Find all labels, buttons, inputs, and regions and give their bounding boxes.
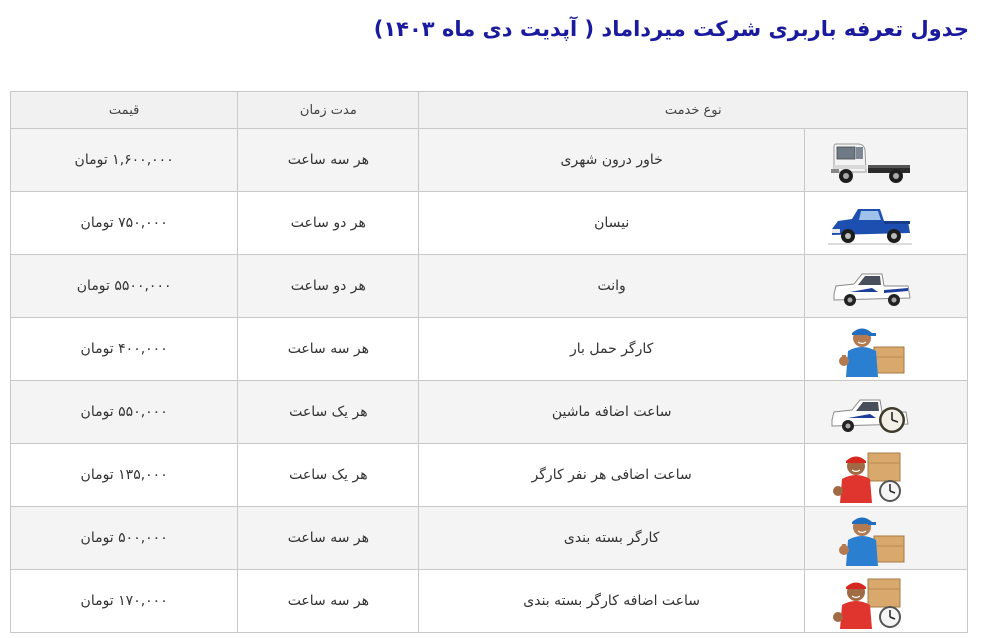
service-cell [419,507,804,570]
page-title: جدول تعرفه باربری شرکت میرداماد ( آپدیت دی ماه ۱۴۰۳) [373,17,969,41]
service-cell [419,318,804,381]
table-header-row [11,92,968,129]
service-cell [419,381,804,444]
table-row [11,381,968,444]
pickup-truck-icon [828,195,912,251]
table-row [11,570,968,633]
duration-cell [238,318,419,381]
row-image-cell [804,318,967,381]
duration-value: هر سه ساعت [287,593,370,609]
price-cell [11,444,238,507]
price-cell [11,570,238,633]
row-image-cell [804,507,967,570]
service-cell [419,570,804,633]
service-cell [419,129,804,192]
truck-icon [828,132,912,188]
worker-icon [828,510,912,566]
price-cell [11,129,238,192]
service-name: ساعت اضافه ماشین [551,404,672,420]
header-duration: مدت زمان [238,92,419,129]
price-cell [11,255,238,318]
duration-value: هر سه ساعت [287,341,370,357]
table-row [11,507,968,570]
row-image-cell [804,192,967,255]
duration-value: هر دو ساعت [290,278,366,294]
service-name: ساعت اضافی هر نفر کارگر [531,467,692,483]
duration-cell [238,507,419,570]
service-name: کارگر حمل بار [570,341,654,357]
table-row [11,129,968,192]
price-value: ۵۰۰,۰۰۰ تومان [80,530,168,546]
price-value: ۱۷۰,۰۰۰ تومان [80,593,168,609]
table-row [11,318,968,381]
price-value: ۱۳۵,۰۰۰ تومان [80,467,168,483]
price-cell [11,381,238,444]
duration-value: هر یک ساعت [289,404,368,420]
service-cell [419,192,804,255]
price-cell [11,507,238,570]
duration-value: هر سه ساعت [287,530,370,546]
row-image-cell [804,129,967,192]
row-image-cell [804,570,967,633]
duration-cell [238,192,419,255]
duration-cell [238,444,419,507]
header-service: نوع خدمت [419,92,968,129]
service-name: وانت [597,278,626,294]
header-price: قیمت [11,92,238,129]
table-row [11,192,968,255]
row-image-cell [804,381,967,444]
price-cell [11,192,238,255]
price-cell [11,318,238,381]
service-cell [419,444,804,507]
service-cell [419,255,804,318]
service-name: نیسان [594,215,630,231]
duration-value: هر یک ساعت [289,467,368,483]
duration-cell [238,129,419,192]
row-image-cell [804,444,967,507]
table-row [11,255,968,318]
tariff-table [10,91,968,633]
price-value: ۷۵۰,۰۰۰ تومان [80,215,168,231]
duration-cell [238,381,419,444]
duration-cell [238,570,419,633]
price-value: ۴۰۰,۰۰۰ تومان [80,341,168,357]
row-image-cell [804,255,967,318]
van-clock-icon [828,384,912,440]
price-value: ۱,۶۰۰,۰۰۰ تومان [74,152,174,168]
service-name: ساعت اضافه کارگر بسته بندی [523,593,701,609]
service-name: خاور درون شهری [560,152,663,168]
duration-value: هر سه ساعت [287,152,370,168]
price-value: ۵۵۰,۰۰۰ تومان [80,404,168,420]
worker-clock-icon [828,573,912,629]
duration-value: هر دو ساعت [290,215,366,231]
price-value: ۵۵۰۰,۰۰۰ تومان [76,278,172,294]
table-row [11,444,968,507]
van-icon [828,258,912,314]
service-name: کارگر بسته بندی [563,530,660,546]
worker-icon [828,321,912,377]
worker-clock-icon [828,447,912,503]
duration-cell [238,255,419,318]
